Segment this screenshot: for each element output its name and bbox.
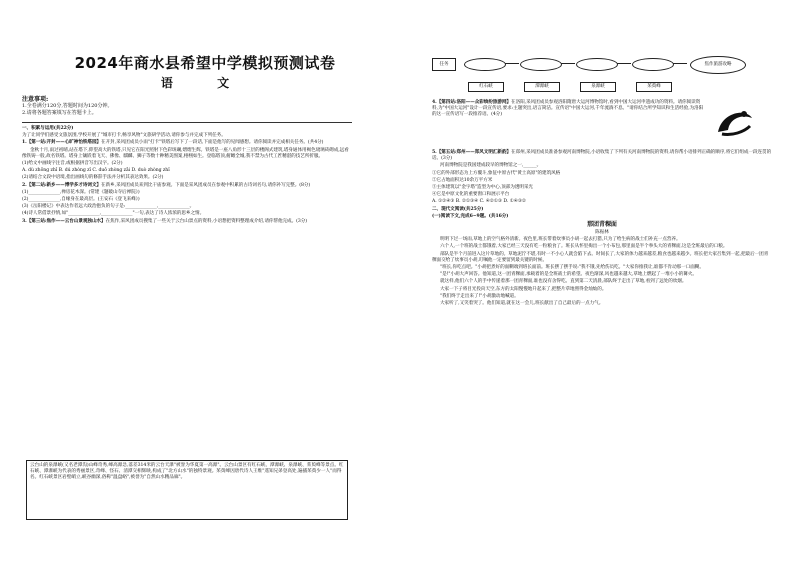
info-box bbox=[26, 460, 348, 520]
section2-heading: 二、现代文阅读(共25分) bbox=[432, 206, 484, 212]
task1-options: A. dù zhōng zhǐ B. dú zhòng zǐ C. duǒ zhòng zǎi D. duò zhòng zhǐ bbox=[22, 168, 170, 174]
section1-heading: 一、积累与运用(共22分) bbox=[22, 126, 74, 131]
notes-block bbox=[22, 96, 352, 117]
flow-arrow-2 bbox=[561, 63, 575, 64]
section1-block bbox=[22, 126, 352, 226]
flow-oval-4 bbox=[632, 58, 674, 71]
task5-item-4: ④它是中原文化的重要窗口和展示平台 bbox=[432, 192, 510, 198]
task2-text: 在新乡,采风团成员来到比干庙参观。下面是采风团成员在参观中积累的古诗词名句,请你补写完整。(8分) bbox=[101, 182, 311, 188]
task5-options: A. ①②④③ B. ②①③④ C. ④②①③ D. ①④③② bbox=[432, 199, 526, 205]
flow-node-4: 茱萸峰 bbox=[636, 82, 672, 92]
task2-line-2: (2)______________,自缘身在最高层。(王安石《登飞来峰》) bbox=[22, 197, 140, 203]
task3-title: 3.【第三站:焦作——云台山景观独山水】 bbox=[22, 218, 106, 224]
story-author: 陈振林 bbox=[595, 230, 609, 236]
task2-line-1: (1)______________,禅房花木深。(常建《题破山寺后禅院》) bbox=[22, 189, 140, 195]
story-para-7: 大家一下子将目光投向天空,东方的太阳慢慢地升起来了,把整片草地照得金灿灿的。 bbox=[440, 286, 607, 292]
task5-block bbox=[432, 150, 772, 308]
story-para-9: 大家听了,又笑着哭了。他们知道,就在这一会儿,班长献出了自己最后的一点力气。 bbox=[440, 301, 604, 307]
section1-intro: 为了让同学们感受文旅氛围,学校开展了"城市打卡,畅享风物"文旅研学活动,请你参与并完成下列任务。 bbox=[22, 133, 226, 139]
task5-text: 在郑州,采风团成员准备参观河南博物院,小语收集了下列有关河南博物院的资料,请你帮小语排列正确的顺序,将它们组成一段连贯的话。(3分) bbox=[432, 150, 772, 162]
task5-title: 5.【第五站:郑州——郑风文明汇新韵】 bbox=[432, 150, 512, 155]
task4-title: 4.【第四站:洛阳——众彩缤纷旅游网】 bbox=[432, 100, 512, 105]
flow-label: 任务 bbox=[432, 58, 456, 71]
story-para-5: "是!"小胡大声回答。他知道,这一团青稞面,承载着的是全班战士的希望。夜色渐深,风也越来越大,草地上燃起了一堆小小的篝火。 bbox=[440, 272, 697, 278]
flow-end: 焦作旅游攻略 bbox=[690, 56, 746, 74]
flow-arrow-4 bbox=[673, 63, 687, 64]
task1-q1: (1)给文中画线字注音,或根据拼音写出汉字。(2分) bbox=[22, 161, 123, 167]
story-para-2: 六个人,一个班的战士都饿着,大家已经三天没有吃一粒粮食了。班长从怀里掏出一个小布包,那里面是半个拳头大的青稞面,这是全班最后的口粮。 bbox=[440, 244, 728, 250]
flow-arrow-3 bbox=[617, 63, 631, 64]
task5-intro: 河南博物院是我国建成较早的博物馆之一,______。 bbox=[440, 163, 542, 169]
task5-item-1: ①它的外部形态为上方覆斗,象征中原古代"黄土高原"的建筑风格 bbox=[432, 170, 561, 176]
exam-subject: 语 文 bbox=[160, 76, 250, 90]
story-para-3: 部队是半个月前进入这片草地的。草地泥泞不堪,有时一不小心人就会陷下去。时间长了,大家的体力越来越差,粮食也越来越少。班长把大家召集到一起,把最后一团青稞面交给了炊事员小胡,叮嘱他一定要留到最关键的时候。 bbox=[432, 251, 769, 263]
flow-node-3: 泉瀑峡 bbox=[580, 82, 616, 92]
task5-item-2: ②它占地面积达10余万平方米 bbox=[432, 177, 493, 183]
task4-text: 在洛阳,采风团成员参观洛阳隋唐大运河博物馆时,看到中国大运河申遗成功的资料。请你阅读资料,为"中国大运河"设计一段宣传语,要求:主题突出,语言简洁。宣传语"中国大运河,千年流淌不息。"请你结合所学知识和生活经验,为洛阳的这一宣传语写一段推荐语。(4分) bbox=[432, 100, 704, 118]
task2-line-4: (4)诗人常借景抒情,如"______________,______________"一句,表达了诗人浓浓的思乡之情。 bbox=[22, 211, 205, 217]
task1-title: 1.【第一站:开封——心旷神怡铁塔园】 bbox=[22, 140, 102, 146]
task2-title: 2.【第二站:新乡——博学多才诗词文】 bbox=[22, 182, 102, 188]
task2-line-3: (3)《岳阳楼记》中表达作者远大政治抱负的句子是:______________,______________。 bbox=[22, 204, 195, 210]
exam-title: 2024年商水县希望中学模拟预测试卷 bbox=[74, 54, 336, 72]
story-para-1: 明明下过一场雨,草地上的空气格外清新。夜色里,班长带着炊事员小胡一起去打猎,只为了给生病的战士们补充一点营养。 bbox=[440, 237, 681, 243]
info-box-text: 云台山的泉瀑峡(又名老潭沟)山峰奇秀,峰高瀑急,落差314米的云台天瀑"被誉为华夏第一高瀑"。云台山景区有红石峡、潭瀑峡、泉瀑峡、茱萸峰等景点。红石峡、潭瀑峡为代表的秀丽景区,奇峰、怪石、清潭交相辉映,构成了"北方山水"的独特景观。茱萸峰因唐代诗人王维"遥知兄弟登高处,遍插茱萸少一人"而得名。红石峡景区岩壁峭立,峡谷幽深,俗称"温盘峪",被誉为"自然山水精品廊"。 bbox=[30, 463, 344, 481]
flow-oval-3 bbox=[576, 58, 618, 71]
flow-diagram bbox=[432, 58, 772, 98]
task5-item-3: ③主体建筑以"金字塔"造型为中心,顶部为透明采光 bbox=[432, 185, 533, 191]
notes-item-2: 2.请将各题答案填写在答题卡上。 bbox=[22, 110, 97, 116]
flow-oval-1 bbox=[464, 58, 506, 71]
flow-node-2: 潭瀑峡 bbox=[524, 82, 560, 92]
story-para-8: "我们终于走出来了!"小胡激动地喊道。 bbox=[440, 293, 519, 299]
flow-oval-2 bbox=[520, 58, 562, 71]
task4-block bbox=[432, 100, 706, 120]
flow-node-1: 红石峡 bbox=[468, 82, 504, 92]
task1-passage: 金秋十月,雨过初晴,站在塔下,仰望高大的铁塔,只见它在阳光照射下色彩斑斓,熠熠生辉。铁塔是一座八角形十三层的楼阁式建筑,塔身通体用褐色琉璃砖砌成,远看像铁铸一般,故名铁塔。塔身上镶嵌着飞天、佛像、麒麟、狮子等数十种精美图案,栩栩如生。登临塔顶,俯瞰全城,我不禁为古代工匠精湛的技艺所折服。 bbox=[22, 147, 349, 159]
notes-heading: 注意事项: bbox=[22, 96, 49, 103]
task1-q2: (2)请结合文段中语境,指出画线句的修辞手法并分析其表达效果。(2分) bbox=[22, 175, 164, 181]
canal-logo-icon bbox=[712, 104, 756, 140]
notes-item-1: 1.全卷满分120分,答题时间为120分钟。 bbox=[22, 103, 113, 109]
task1-text: 在开封,采风团成员小雨"打卡"铁塔后写下了一段话,下面是他写的见闻感想。请你阅读并完成相关任务。(共4分) bbox=[101, 140, 324, 146]
story-para-4: "班长,你吃点吧。"小胡把煮好的面糊端到班长面前。班长摆了摆手说:"我不饿,先给伤员吃。"大家你推我让,谁都不肯动那一口面糊。 bbox=[440, 265, 704, 271]
task3-text: 在焦作,采风团成员搜集了一些关于云台山景点的资料,小语想把资料整理成介绍,请你帮他完成。(3分) bbox=[105, 218, 308, 224]
story-para-6: 就这样,他们六个人的手中传递着那一团青稞面,谁也没有舍得吃。直到第二天清晨,部队终于走出了草地,看到了远处的炊烟。 bbox=[440, 279, 687, 285]
reading-heading: (一)阅读下文,完成6~9题。(共16分) bbox=[432, 213, 509, 219]
story-title: 那团青稞面 bbox=[587, 221, 617, 229]
flow-arrow-1 bbox=[505, 63, 519, 64]
divider bbox=[22, 122, 352, 123]
